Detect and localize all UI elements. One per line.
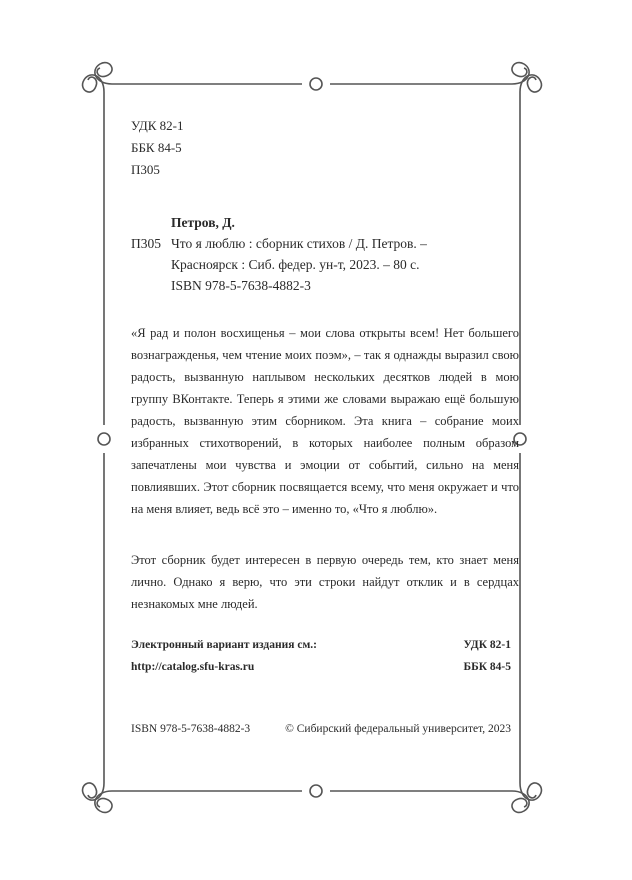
author-name: Петров, Д. — [171, 215, 235, 230]
classification-codes — [131, 116, 184, 182]
record-line-1: Что я люблю : сборник стихов / Д. Петров. – — [171, 236, 427, 251]
footer-isbn: ISBN 978-5-7638-4882-3 — [131, 723, 251, 735]
record-isbn: ISBN 978-5-7638-4882-3 — [171, 278, 311, 293]
annotation-paragraph-2: Этот сборник будет интересен в первую очередь тем, кто знает меня лично. Однако я верю, что эти строки найдут отклик и в сердцах незнакомых мне людей. — [131, 553, 519, 611]
record-code: П305 — [131, 236, 161, 251]
bibliographic-record — [131, 212, 519, 296]
bbk-code: ББК 84-5 — [131, 140, 182, 155]
record-line-2: Красноярск : Сиб. федер. ун-т, 2023. – 80 с. — [171, 257, 420, 272]
electronic-edition-label: Электронный вариант издания см.: — [131, 639, 317, 651]
catalog-link[interactable]: http://catalog.sfu-kras.ru — [131, 661, 255, 673]
udk-code: УДК 82-1 — [131, 118, 184, 133]
electronic-edition-block — [131, 639, 511, 683]
copyright-notice: © Сибирский федеральный университет, 2023 — [285, 723, 511, 735]
footer — [131, 723, 511, 735]
annotation-paragraph-1: «Я рад и полон восхищенья – мои слова открыты всем! Нет большего вознагражденья, чем чтение моих поэм», – так я однажды выразил свою радость, вызванную наплывом нескольких десятков людей в мою группу ВКонтакте. Теперь я этими же словами выражаю ещё большую радость, вызванную этим сборником. Эта книга – собрание моих избранных стихотворений, в которых наиболее полным образом запечатлены мои чувства и эмоции от событий, сильно на меня повлиявших. Этот сборник посвящается всему, что меня окружает и что на меня влияет, ведь всё это – именно то, «Что я люблю». — [131, 326, 519, 516]
author-mark: П305 — [131, 162, 160, 177]
electronic-udk: УДК 82-1 — [463, 639, 511, 651]
electronic-bbk: ББК 84-5 — [463, 661, 511, 673]
